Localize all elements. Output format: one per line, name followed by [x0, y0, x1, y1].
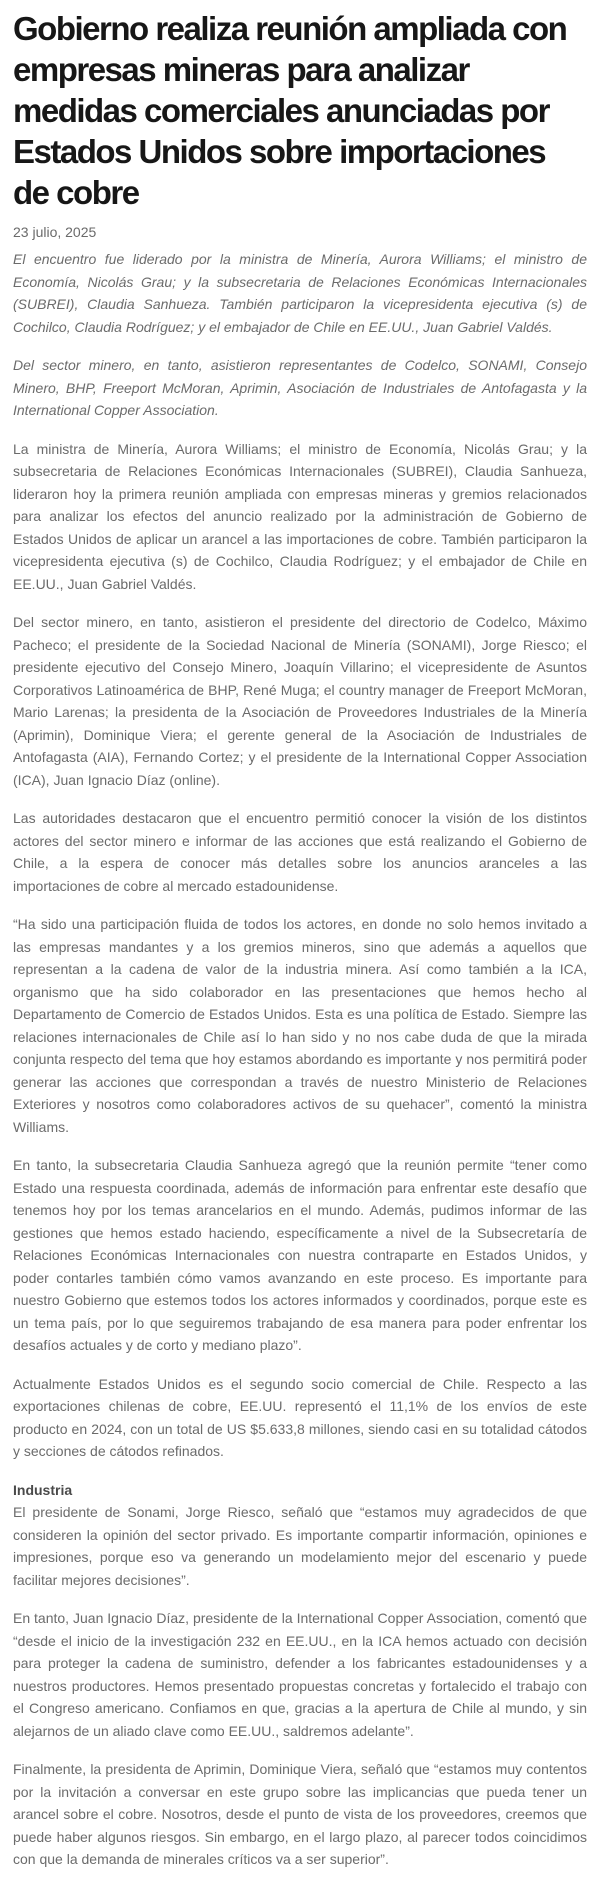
body-paragraph-1: La ministra de Minería, Aurora Williams; el ministro de Economía, Nicolás Grau; y la subsecretaria de Relaciones Económicas Internacionales (SUBREI), Claudia Sanhueza, lideraron hoy la primera reunión ampliada con empresas mineras y gremios relacionados para analizar los efectos del anuncio realizado por la administración de Gobierno de Estados Unidos de aplicar un arancel a las importaciones de cobre. También participaron la vicepresidenta ejecutiva (s) de Cochilco, Claudia Rodríguez; y el embajador de Chile en EE.UU., Juan Gabriel Valdés. — [13, 440, 587, 592]
body-paragraph-2: Del sector minero, en tanto, asistieron el presidente del directorio de Codelco, Máximo Pacheco; el presidente de la Sociedad Nacional de Minería (SONAMI), Jorge Riesco; el presidente ejecutivo del Consejo Minero, Joaquín Villarino; el vicepresidente de Asuntos Corporativos Latinoamérica de BHP, René Muga; el country manager de Freeport McMoran, Mario Larenas; la presidenta de la Asociación de Proveedores Industriales de la Minería (Aprimin), Dominique Viera; el gerente general de la Asociación de Industriales de Antofagasta (AIA), Fernando Cortez; y el presidente de la International Copper Association (ICA), Juan Ignacio Díaz (online). — [13, 614, 587, 788]
body-paragraph-4: “Ha sido una participación fluida de todos los actores, en donde no solo hemos invitado a las empresas mandantes y a los gremios mineros, sino que además a aquellos que representan a la cadena de valor de la industria minera. Así como también a la ICA, organismo que ha sido colaborador en las presentaciones que hemos hecho al Departamento de Comercio de Estados Unidos. Esta es una política de Estado. Siempre las relaciones internacionales de Chile así lo han sido y no nos cabe duda de que la mirada conjunta respecto del tema que hoy estamos abordando es importante y nos permitirá poder generar las acciones que correspondan a través de nuestro Ministerio de Relaciones Exteriores y nosotros como colaboradores activos de su quehacer”, comentó la ministra Williams. — [13, 916, 587, 1135]
industry-paragraph-2: En tanto, Juan Ignacio Díaz, presidente de la International Copper Association, comentó que “desde el inicio de la investigación 232 en EE.UU., en la ICA hemos actuado con decisión para proteger la cadena de suministro, defender a los fabricantes estadounidenses y a nuestros productores. Hemos presentado propuestas concretas y fortalecido el trabajo con el Congreso americano. Confiamos en que, gracias a la apertura de Chile al mundo, y sin alejarnos de un aliado clave como EE.UU., saldremos adelante”. — [13, 1610, 587, 1739]
lead-paragraph-1: El encuentro fue liderado por la ministra de Minería, Aurora Williams; el ministro de Economía, Nicolás Grau; y la subsecretaria de Relaciones Económicas Internacionales (SUBREI), Claudia Sanhueza. También participaron la vicepresidenta ejecutiva (s) de Cochilco, Claudia Rodríguez; y el embajador de Chile en EE.UU., Juan Gabriel Valdés. — [13, 251, 587, 335]
section-heading-industria: Industria — [13, 1481, 73, 1498]
body-paragraph-3: Las autoridades destacaron que el encuentro permitió conocer la visión de los distintos actores del sector minero e informar de las acciones que está realizando el Gobierno de Chile, a la espera de conocer más detalles sobre los anuncios aranceles a las importaciones de cobre al mercado estadounidense. — [13, 810, 587, 894]
industry-paragraph-3: Finalmente, la presidenta de Aprimin, Dominique Viera, señaló que “estamos muy contentos por la invitación a conversar en este grupo sobre las implicancias que pueda tener un arancel sobre el cobre. Nosotros, desde el punto de vista de los proveedores, creemos que puede haber algunos riesgos. Sin embargo, en el largo plazo, al parecer todos coincidimos con que la demanda de minerales críticos va a ser superior”. — [13, 1761, 587, 1867]
article-date: 23 julio, 2025 — [13, 224, 97, 240]
body-paragraph-5: En tanto, la subsecretaria Claudia Sanhueza agregó que la reunión permite “tener como Estado una respuesta coordinada, además de información para enfrentar este desafío que tenemos hoy por los temas arancelarios en el mundo. Además, pudimos informar de las gestiones que hemos estado haciendo, específicamente a nivel de la Subsecretaría de Relaciones Económicas Internacionales con nuestra contraparte en Estados Unidos, y poder contarles también cómo vamos avanzando en este proceso. Es importante para nuestro Gobierno que estemos todos los actores informados y coordinados, porque este es un tema país, por lo que seguiremos trabajando de esa manera para poder enfrentar los desafíos actuales y de corto y mediano plazo”. — [13, 1157, 587, 1353]
body-paragraph-6: Actualmente Estados Unidos es el segundo socio comercial de Chile. Respecto a las exportaciones chilenas de cobre, EE.UU. representó el 11,1% de los envíos de este producto en 2024, con un total de US $5.633,8 millones, siendo casi en su totalidad cátodos y secciones de cátodos refinados. — [13, 1375, 587, 1459]
lead-paragraph-2: Del sector minero, en tanto, asistieron representantes de Codelco, SONAMI, Consejo Minero, BHP, Freeport McMoran, Aprimin, Asociación de Industriales de Antofagasta y la International Copper Association. — [13, 357, 587, 418]
industry-paragraph-1: El presidente de Sonami, Jorge Riesco, señaló que “estamos muy agradecidos de que consideren la opinión del sector privado. Es importante compartir información, opiniones e impresiones, porque eso va generando un modelamiento mejor del escenario y puede facilitar mejores decisiones”. — [13, 1504, 587, 1588]
article-title: Gobierno realiza reunión ampliada con empresas mineras para analizar medidas comerciales anunciadas por Estados Unidos sobre importaciones de cobre — [13, 10, 567, 211]
